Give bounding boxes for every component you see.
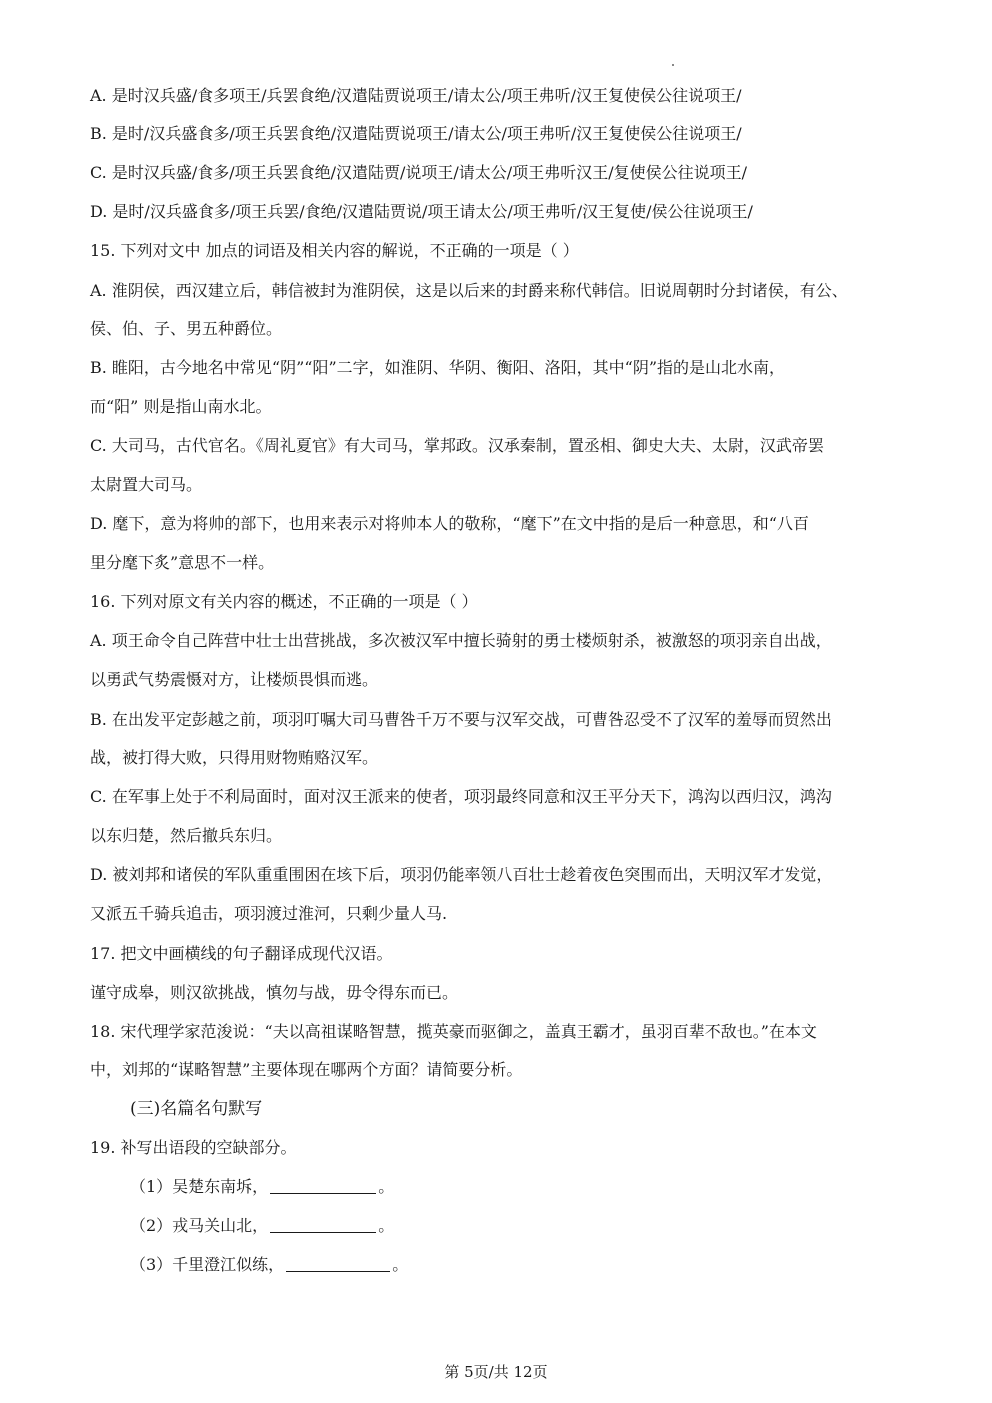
q14-option-a: A. 是时汉兵盛/食多项王/兵罢食绝/汉遣陆贾说项王/请太公/项王弗听/汉王复使侯公往说项王/ bbox=[90, 86, 742, 105]
stray-dot bbox=[672, 64, 674, 66]
q16-option-c-line2: 以东归楚，然后撤兵东归。 bbox=[90, 826, 283, 845]
q15-option-c-line2: 太尉置大司马。 bbox=[90, 475, 203, 494]
q15-option-d-line2: 里分麾下炙”意思不一样。 bbox=[90, 553, 275, 572]
q16-option-d-line1: D. 被刘邦和诸侯的军队重重围困在垓下后，项羽仍能率领八百壮士趁着夜色突围而出，天明汉军才发觉， bbox=[90, 865, 833, 884]
page-number: 第 5页/共 12页 bbox=[444, 1363, 548, 1381]
q19-item-3 bbox=[130, 1255, 950, 1275]
section-3-title: (三)名篇名句默写 bbox=[130, 1099, 263, 1119]
q18-stem-line1: 18. 宋代理学家范浚说：“夫以高祖谋略智慧，揽英豪而驱御之，盖真王霸才，虽羽百辈不敌也。”在本文 bbox=[90, 1022, 817, 1041]
q15-stem: 15. 下列对文中 加点的词语及相关内容的解说，不正确的一项是（ ） bbox=[90, 241, 579, 260]
q15-option-b-line2: 而“阳” 则是指山南水北。 bbox=[90, 397, 272, 416]
q15-option-b-line1: B. 睢阳，古今地名中常见“阴”“阳”二字，如淮阴、华阴、衡阳、洛阳，其中“阴”指的是山北水南， bbox=[90, 358, 786, 377]
q15-option-c-line1: C. 大司马，古代官名。《周礼夏官》有大司马，掌邦政。汉承秦制，置丞相、御史大夫、太尉，汉武帝罢 bbox=[90, 436, 824, 455]
q19-item-2 bbox=[130, 1216, 950, 1236]
q18-stem-line2: 中，刘邦的“谋略智慧”主要体现在哪两个方面？请简要分析。 bbox=[90, 1060, 523, 1079]
q19-item-1-blank[interactable] bbox=[270, 1192, 376, 1194]
q16-option-d-line2: 又派五千骑兵追击，项羽渡过淮河，只剩少量人马. bbox=[90, 904, 448, 923]
q16-option-b-line1: B. 在出发平定彭越之前，项羽叮嘱大司马曹咎千万不要与汉军交战，可曹咎忍受不了汉军的羞辱而贸然出 bbox=[90, 710, 832, 729]
q17-sentence: 谨守成皋，则汉欲挑战，慎勿与战，毋令得东而已。 bbox=[90, 983, 459, 1002]
q19-item-2-prefix: （2）戎马关山北， bbox=[130, 1216, 269, 1235]
q16-option-b-line2: 战，被打得大败，只得用财物贿赂汉军。 bbox=[90, 748, 379, 767]
q14-option-c: C. 是时汉兵盛/食多/项王兵罢食绝/汉遣陆贾/说项王/请太公/项王弗听汉王/复使侯公往说项王/ bbox=[90, 163, 747, 182]
q19-item-3-blank[interactable] bbox=[286, 1270, 390, 1272]
q15-option-d-line1: D. 麾下，意为将帅的部下，也用来表示对将帅本人的敬称，“麾下”在文中指的是后一种意思，和“八百 bbox=[90, 514, 809, 533]
q17-stem: 17. 把文中画横线的句子翻译成现代汉语。 bbox=[90, 944, 393, 963]
q16-option-a-line1: A. 项王命令自己阵营中壮士出营挑战，多次被汉军中擅长骑射的勇士楼烦射杀，被激怒的项羽亲自出战， bbox=[90, 631, 832, 650]
q19-item-1 bbox=[130, 1177, 950, 1197]
q14-option-b: B. 是时/汉兵盛食多/项王兵罢食绝/汉遣陆贾说项王/请太公/项王弗听/汉王复使侯公往说项王/ bbox=[90, 124, 742, 143]
q19-item-2-blank[interactable] bbox=[270, 1231, 376, 1233]
q19-item-1-prefix: （1）吴楚东南坼， bbox=[130, 1177, 269, 1196]
q19-stem: 19. 补写出语段的空缺部分。 bbox=[90, 1138, 297, 1157]
q19-item-3-end: 。 bbox=[392, 1255, 409, 1274]
q15-option-a-line1: A. 淮阴侯，西汉建立后，韩信被封为淮阴侯，这是以后来的封爵来称代韩信。旧说周朝时分封诸侯，有公、 bbox=[90, 281, 848, 300]
q19-item-2-end: 。 bbox=[378, 1216, 395, 1235]
q14-option-d: D. 是时/汉兵盛食多/项王兵罢/食绝/汉遣陆贾说/项王请太公/项王弗听/汉王复使/侯公往说项王/ bbox=[90, 202, 753, 221]
q16-option-c-line1: C. 在军事上处于不利局面时，面对汉王派来的使者，项羽最终同意和汉王平分天下，鸿沟以西归汉，鸿沟 bbox=[90, 787, 832, 806]
q19-item-3-prefix: （3）千里澄江似练， bbox=[130, 1255, 285, 1274]
q15-option-a-line2: 侯、伯、子、男五种爵位。 bbox=[90, 319, 283, 338]
q16-option-a-line2: 以勇武气势震慑对方，让楼烦畏惧而逃。 bbox=[90, 670, 379, 689]
q16-stem: 16. 下列对原文有关内容的概述，不正确的一项是（ ） bbox=[90, 592, 478, 611]
q19-item-1-end: 。 bbox=[378, 1177, 395, 1196]
